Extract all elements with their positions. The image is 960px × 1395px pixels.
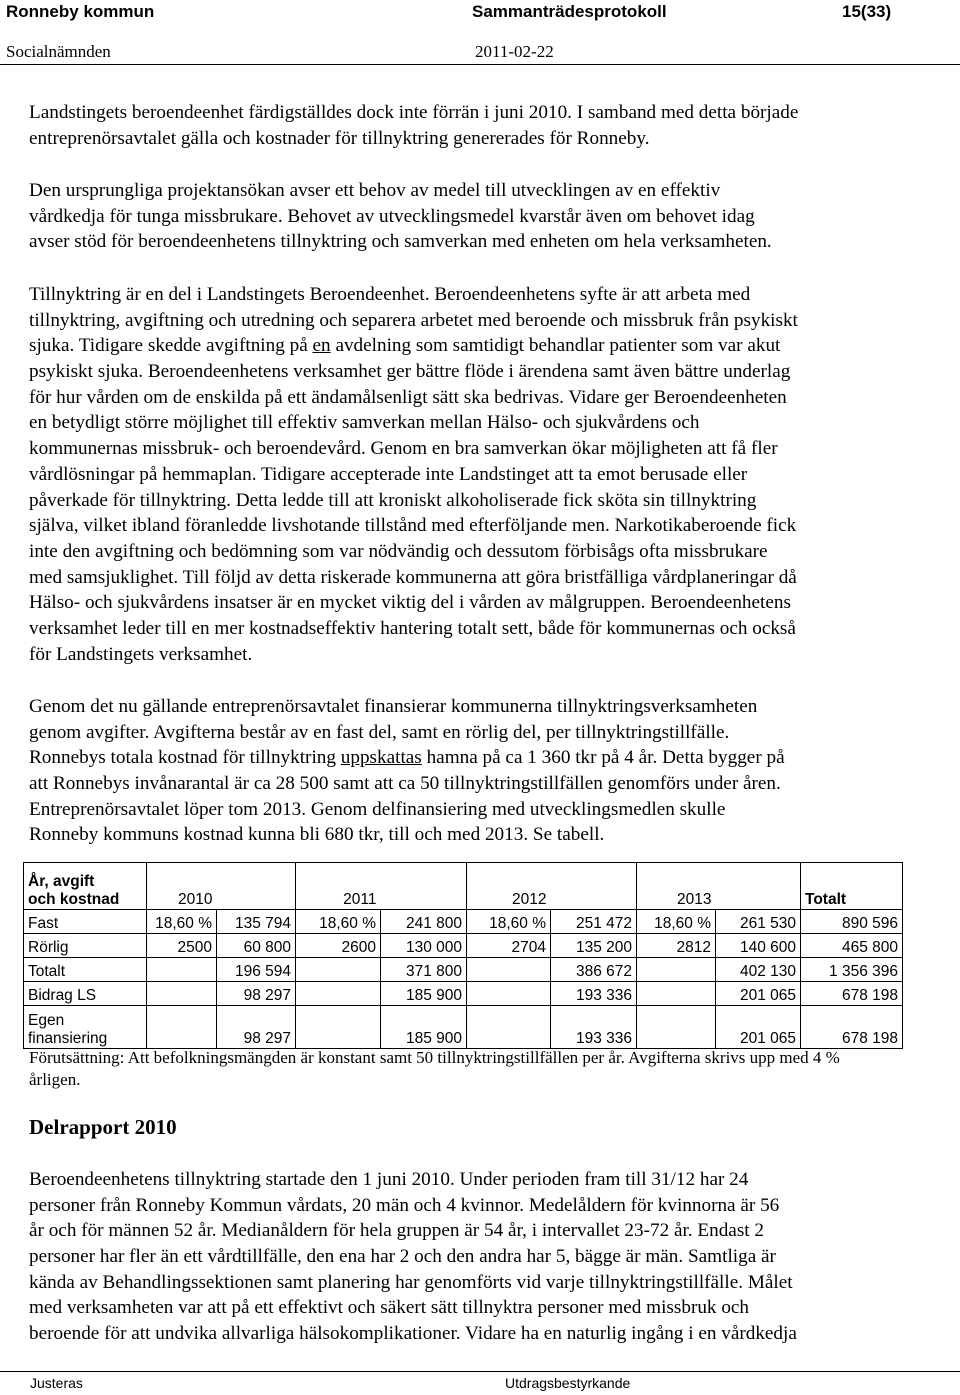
table-cell [296,982,381,1006]
text-line: Tillnyktring är en del i Landstingets Beroendeenhet. Beroendeenhetens syfte är att arbeta med [29,284,751,305]
cost-table [23,862,903,1049]
table-row [24,1006,903,1049]
page-number: 15(33) [842,2,892,21]
text-line: verksamhet leder till en mer kostnadseffektiv hantering totalt sett, både för kommunernas och också [29,617,796,639]
table-cell: 678 198 [801,982,903,1006]
table-cell [467,958,551,982]
year-header: 2012 [467,863,551,910]
text-line: personer från Ronneby Kommun vårdats, 20 män och 4 kvinnor. Medelåldern för kvinnorna är 56 [29,1194,780,1216]
text-line: kommunernas missbruk- och beroendevård. Genom en bra samverkan ökar möjligheten att få fler [29,438,778,460]
table-cell [147,958,217,982]
table-row [24,934,903,958]
meeting-date: 2011-02-22 [475,42,554,61]
text-span: sjuka. Tidigare skedde avgiftning på [29,335,313,357]
text-line: med verksamheten var att på ett effektivt och säkert sätt tillnyktra personer med missbruk och [29,1297,750,1319]
table-cell: 135 200 [551,934,637,958]
table-cell: 2704 [467,934,551,958]
text-span: Ronnebys totala kostnad för tillnyktring [29,747,341,769]
year-header: 2010 [147,863,217,910]
header-divider [0,64,960,65]
table-cell [147,982,217,1006]
table-cell [551,863,637,910]
row-label-line: Egen [28,1012,65,1029]
table-cell [296,958,381,982]
text-line: entreprenörsavtalet gälla och kostnader för tillnyktring genererades för Ronneby. [29,127,650,149]
header-label-line: och kostnad [28,891,120,908]
row-label: Fast [24,910,147,934]
note-line: årligen. [29,1070,81,1089]
table-row [24,982,903,1006]
table-cell: 678 198 [801,1006,903,1049]
table-cell [716,863,801,910]
table-cell: 890 596 [801,910,903,934]
text-line: beroende för att undvika allvarliga hälsokomplikationer. Vidare ha en naturlig ingång i en vårdkedja [29,1323,797,1345]
table-cell: 2600 [296,934,381,958]
text-line: vårdkedja för tunga missbrukare. Behovet av utvecklingsmedel kvarstår även om behovet idag [29,205,755,227]
table-cell: 193 336 [551,982,637,1006]
text-line: genom avgifter. Avgifterna består av en fast del, samt en rörlig del, per tillnyktringstillfälle. [29,721,730,743]
year-header: 2013 [637,863,716,910]
text-line: tillnyktring, avgiftning och utredning och separera arbetet med beroende och missbruk från psykiskt [29,309,798,331]
table-row [24,958,903,982]
table-cell: 386 672 [551,958,637,982]
table-cell: 402 130 [716,958,801,982]
table-cell [467,1006,551,1049]
row-label [24,1006,147,1049]
text-line: för Landstingets verksamhet. [29,643,253,665]
table-cell: 371 800 [381,958,467,982]
text-span: avdelning som samtidigt behandlar patienter som var akut [330,335,781,357]
text-line: Beroendeenhetens tillnyktring startade den 1 juni 2010. Under perioden fram till 31/12 har 24 [29,1169,749,1190]
committee-name: Socialnämnden [6,42,111,61]
table-cell: 201 065 [716,982,801,1006]
table-cell [467,982,551,1006]
table-cell: 60 800 [217,934,296,958]
note-line: Förutsättning: Att befolkningsmängden är konstant samt 50 tillnyktringstillfällen per år. Avgifterna skrivs upp med 4 % [29,1048,840,1067]
table-cell: 261 530 [716,910,801,934]
paragraph-4 [29,694,935,848]
text-line: med samsjuklighet. Till följd av detta riskerade kommunerna att göra bristfälliga vårdplaneringar då [29,566,797,588]
table-cell: 465 800 [801,934,903,958]
table-cell: 18,60 % [637,910,716,934]
page-header [0,0,960,26]
table-note [29,1047,935,1091]
text-line: år och för männen 52 år. Medianåldern för hela gruppen är 54 år, i intervallet 23-72 år. Endast 2 [29,1220,765,1242]
text-line: personer har fler än ett vårdtillfälle, den ena har 2 och den andra har 5, bägge är män. Samtliga är [29,1246,776,1268]
table-cell [381,863,467,910]
text-line: för hur vården om de enskilda på ett ändamålsenligt sätt ska bedrivas. Vidare ger Beroendeenheten [29,386,787,408]
table-cell [296,1006,381,1049]
text-line: Genom det nu gällande entreprenörsavtalet finansierar kommunerna tillnyktringsverksamheten [29,696,758,717]
table-cell: 185 900 [381,982,467,1006]
footer-divider [0,1371,960,1372]
table-cell: 193 336 [551,1006,637,1049]
text-line: Entreprenörsavtalet löper tom 2013. Genom delfinansiering med utvecklingsmedlen skulle [29,798,726,820]
table-cell: 98 297 [217,982,296,1006]
table-cell: 196 594 [217,958,296,982]
total-header: Totalt [801,863,903,910]
table-cell: 185 900 [381,1006,467,1049]
table-cell [637,958,716,982]
text-line: att Ronnebys invånarantal är ca 28 500 samt att ca 50 tillnyktringstillfällen genomförs under åren. [29,773,781,795]
text-line [29,745,935,771]
paragraph-2 [29,178,935,255]
table-cell: 130 000 [381,934,467,958]
table-cell: 251 472 [551,910,637,934]
table-cell: 98 297 [217,1006,296,1049]
text-line: själva, vilket ibland föranledde livshotande tillstånd med efterföljande men. Narkotikaberoende fick [29,515,797,537]
text-line: kända av Behandlingssektionen samt planering har genomförts vid varje tillnyktringstillfälle. Målet [29,1271,793,1293]
text-line: vårdlösningar på hemmaplan. Tidigare accepterade inte Landstinget att ta emot berusade eller [29,463,748,485]
table-cell: 18,60 % [467,910,551,934]
text-line: psykiskt sjuka. Beroendeenhetens verksamhet ger bättre flöde i ärendena samt även bättre underlag [29,361,791,383]
table-cell: 241 800 [381,910,467,934]
table-cell: 2812 [637,934,716,958]
table-row [24,910,903,934]
paragraph-5 [29,1167,935,1347]
section-title: Delrapport 2010 [29,1115,177,1139]
table-cell: 201 065 [716,1006,801,1049]
table-cell: 140 600 [716,934,801,958]
text-span: hamna på ca 1 360 tkr på 4 år. Detta bygger på [421,747,785,769]
table-cell: 135 794 [217,910,296,934]
text-line: avser stöd för beroendeenhetens tillnyktring och samverkan med enheten om hela verksamheten. [29,231,772,253]
table-header-label [24,863,147,910]
page-subheader [0,40,960,64]
table-header-row [24,863,903,910]
text-line: Hälso- och sjukvårdens insatser är en mycket viktig del i vården av målgruppen. Beroendeenhetens [29,592,791,614]
text-line: påverkade för tillnyktring. Detta ledde till att kroniskt alkoholiserade fick sköta sin tillnyktring [29,489,757,511]
footer-justeras: Justeras [30,1375,83,1391]
document-type: Sammanträdesprotokoll [472,2,667,21]
table-cell: 18,60 % [147,910,217,934]
text-line [29,333,935,359]
underlined-word: en [312,335,331,357]
text-line: inte den avgiftning och bedömning som var nödvändig och dessutom förbisågs ofta missbrukare [29,540,768,562]
text-line: en betydligt större möjlighet till effektiv samverkan mellan Hälso- och sjukvårdens och [29,412,700,434]
underlined-word: uppskattas [340,747,422,769]
text-line: Landstingets beroendeenhet färdigställdes dock inte förrän i juni 2010. I samband med detta började [29,102,799,123]
row-label: Totalt [24,958,147,982]
text-line: Den ursprungliga projektansökan avser ett behov av medel till utvecklingen av en effektiv [29,180,721,201]
table-cell: 2500 [147,934,217,958]
row-label-line: finansiering [28,1030,108,1047]
text-line: Ronneby kommuns kostnad kunna bli 680 tkr, till och med 2013. Se tabell. [29,824,605,846]
table-cell: 18,60 % [296,910,381,934]
table-cell [147,1006,217,1049]
table-cell [217,863,296,910]
header-label-line: År, avgift [28,873,95,890]
paragraph-3 [29,282,935,667]
row-label: Bidrag LS [24,982,147,1006]
table-cell [637,982,716,1006]
footer-utdragsbestyrkande: Utdragsbestyrkande [505,1375,631,1391]
year-header: 2011 [296,863,381,910]
org-name: Ronneby kommun [6,2,155,21]
paragraph-1 [29,100,935,151]
table-cell: 1 356 396 [801,958,903,982]
row-label: Rörlig [24,934,147,958]
table-cell [637,1006,716,1049]
